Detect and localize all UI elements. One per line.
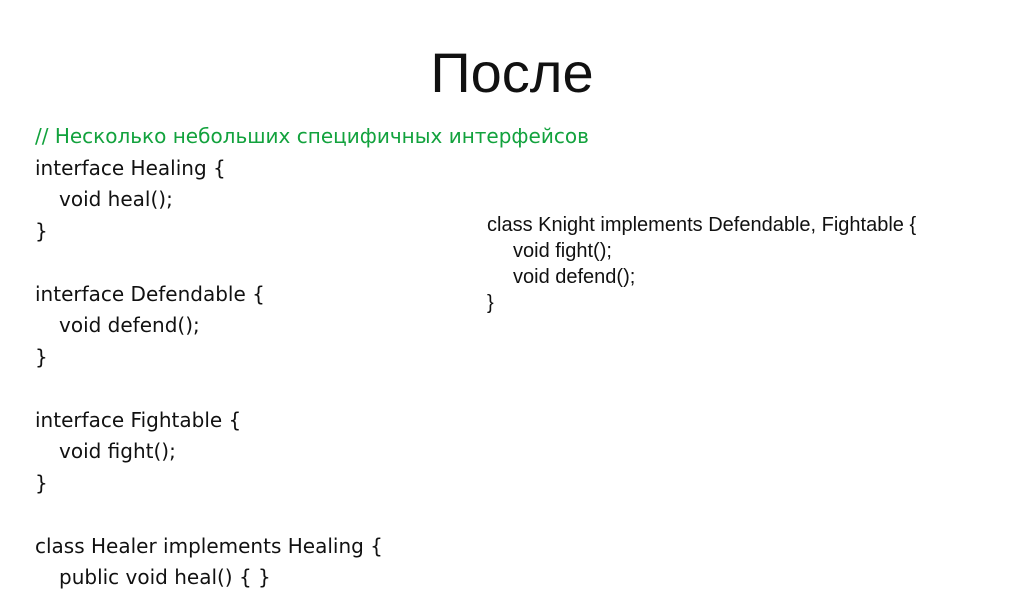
code-line: } (35, 218, 48, 243)
interfaces-code-block (35, 121, 675, 594)
code-line: } (35, 344, 48, 369)
code-line: class Knight implements Defendable, Fightable { (487, 214, 917, 236)
code-line: } (487, 292, 494, 314)
code-line: void defend(); (59, 313, 200, 337)
code-line: interface Defendable { (35, 281, 265, 306)
code-line: } (35, 470, 48, 495)
code-line-blank (35, 499, 675, 531)
code-line: interface Healing { (35, 155, 226, 180)
code-line: interface Fightable { (35, 407, 242, 432)
code-line: class Healer implements Healing { (35, 533, 383, 558)
knight-class-code-block (487, 212, 1017, 316)
code-line: void heal(); (59, 187, 173, 211)
code-line: void defend(); (513, 266, 636, 288)
slide-title: После (430, 41, 594, 104)
code-line-blank (35, 373, 675, 405)
code-line: void fight(); (513, 240, 612, 262)
code-line: public void heal() { } (59, 565, 271, 589)
code-comment: // Несколько небольших специфичных интерфейсов (35, 124, 589, 148)
code-line: void fight(); (59, 439, 176, 463)
